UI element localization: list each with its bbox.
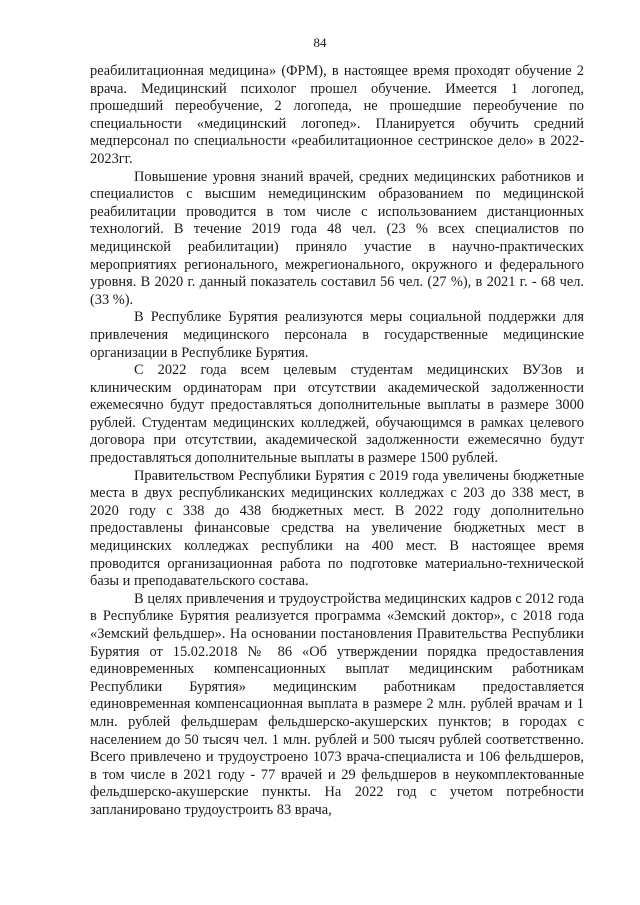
paragraph-budget-places: Правительством Республики Бурятия с 2019 года увеличены бюджетные места в двух республиканских медицинских колледжах с 203 до 338 мест, в 2020 году с 338 до 438 бюджетных мест. В 2022 году дополнительно предоставлены финансовые средства на увеличение бюджетных мест в медицинских колледжах республики на 400 мест. В настоящее время проводится организационная работа по подготовке материально-технической базы и преподавательского состава.: [90, 467, 584, 590]
paragraph-social-support: В Республике Бурятия реализуются меры социальной поддержки для привлечения медицинского персонала в государственные медицинские организации в Республике Бурятия.: [90, 309, 584, 361]
document-body: [90, 63, 584, 820]
paragraph-rehabilitation-staff: реабилитационная медицина» (ФРМ), в настоящее время проходят обучение 2 врача. Медицинский психолог прошел обучение. Имеется 1 логопед, прошедший переобучение, 2 логопеда, не прошедшие переобучение по специальности «медицинский логопед». Планируется обучить средний медперсонал по специальности «реабилитационное сестринское дело» в 2022-2023гг.: [90, 63, 584, 167]
paragraph-qualification: Повышение уровня знаний врачей, средних медицинских работников и специалистов с высшим немедицинским образованием по медицинской реабилитации проводится в том числе с использованием дистанционных технологий. В течение 2019 года 48 чел. (23 % всех специалистов по медицинской реабилитации) приняло участие в научно-практических мероприятиях регионального, межрегионального, окружного и федерального уровня. В 2020 г. данный показатель составил 56 чел. (27 %), в 2021 г. - 68 чел. (33 %).: [90, 168, 584, 308]
paragraph-student-payments: С 2022 года всем целевым студентам медицинских ВУЗов и клиническим ординаторам при отсутствии академической задолженности ежемесячно будут предоставляться дополнительные выплаты в размере 3000 рублей. Студентам медицинских колледжей, обучающимся в рамках целевого договора при отсутствии, академической задолженности ежемесячно будут предоставляться дополнительные выплаты в размере 1500 рублей.: [90, 362, 584, 467]
paragraph-zemsky-doctor: В целях привлечения и трудоустройства медицинских кадров с 2012 года в Республике Бурятия реализуется программа «Земский доктор», с 2018 года «Земский фельдшер». На основании постановления Правительства Республики Бурятия от 15.02.2018 № 86 «Об утверждении порядка предоставления единовременных компенсационных выплат медицинским работникам Республики Бурятия» медицинским работникам предоставляется единовременная компенсационная выплата в размере 2 млн. рублей врачам и 1 млн. рублей фельдшерам фельдшерско-акушерских пунктов; в городах с населением до 50 тысяч чел. 1 млн. рублей и 500 тысяч рублей соответственно. Всего привлечено и трудоустроено 1073 врача-специалиста и 106 фельдшеров, в том числе в 2021 году - 77 врачей и 29 фельдшеров в неукомплектованные фельдшерско-акушерские пункты. На 2022 год с учетом потребности запланировано трудоустроить 83 врача,: [90, 590, 584, 818]
page-number: 84: [313, 35, 327, 50]
